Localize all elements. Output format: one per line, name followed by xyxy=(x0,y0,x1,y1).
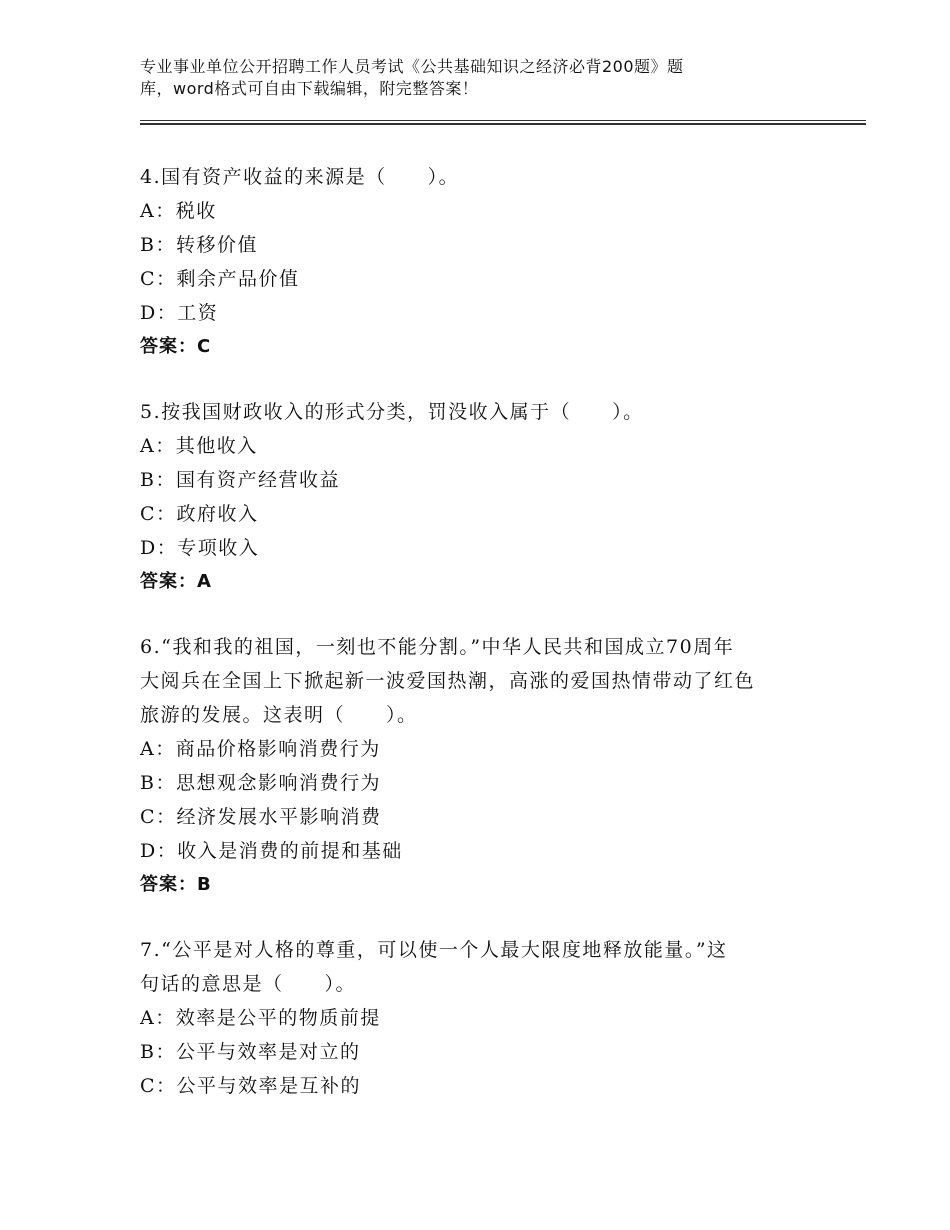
option-c: C：经济发展水平影响消费 xyxy=(140,806,382,828)
header-divider-bottom xyxy=(140,123,866,125)
header-title-line-2: 库，word格式可自由下载编辑，附完整答案！ xyxy=(140,79,479,98)
question-list xyxy=(140,160,820,1134)
option-b: B：公平与效率是对立的 xyxy=(140,1041,361,1063)
question-5 xyxy=(140,395,820,599)
question-stem-line-3: 旅游的发展。这表明（ ）。 xyxy=(140,704,418,726)
option-a: A：效率是公平的物质前提 xyxy=(140,1007,381,1029)
question-stem-line-2: 大阅兵在全国上下掀起新一波爱国热潮，高涨的爱国热情带动了红色 xyxy=(140,670,756,692)
question-stem-line-2: 句话的意思是（ ）。 xyxy=(140,973,357,995)
question-stem: 5.按我国财政收入的形式分类，罚没收入属于（ ）。 xyxy=(140,401,644,423)
answer-label: 答案：A xyxy=(140,571,212,592)
option-a: A：税收 xyxy=(140,200,217,222)
header-divider-top xyxy=(140,120,866,121)
option-a: A：商品价格影响消费行为 xyxy=(140,738,381,760)
option-a: A：其他收入 xyxy=(140,435,258,457)
option-b: B：转移价值 xyxy=(140,234,258,256)
question-6 xyxy=(140,630,820,902)
option-b: B：思想观念影响消费行为 xyxy=(140,772,381,794)
option-d: D：收入是消费的前提和基础 xyxy=(140,840,403,862)
answer-label: 答案：B xyxy=(140,874,212,895)
answer-label: 答案：C xyxy=(140,336,212,357)
option-c: C：剩余产品价值 xyxy=(140,268,300,290)
question-stem: 4.国有资产收益的来源是（ ）。 xyxy=(140,166,460,188)
option-c: C：公平与效率是互补的 xyxy=(140,1075,362,1097)
question-4 xyxy=(140,160,820,364)
option-d: D：专项收入 xyxy=(140,537,260,559)
question-stem-line-1: 7.“公平是对人格的尊重，可以使一个人最大限度地释放能量。”这 xyxy=(140,939,728,961)
option-c: C：政府收入 xyxy=(140,503,259,525)
question-7 xyxy=(140,933,820,1103)
header-title-line-1: 专业事业单位公开招聘工作人员考试《公共基础知识之经济必背200题》题 xyxy=(140,57,684,76)
question-stem-line-1: 6.“我和我的祖国，一刻也不能分割。”中华人民共和国成立70周年 xyxy=(140,636,735,658)
option-b: B：国有资产经营收益 xyxy=(140,469,340,491)
option-d: D：工资 xyxy=(140,302,219,324)
document-header xyxy=(140,56,780,100)
